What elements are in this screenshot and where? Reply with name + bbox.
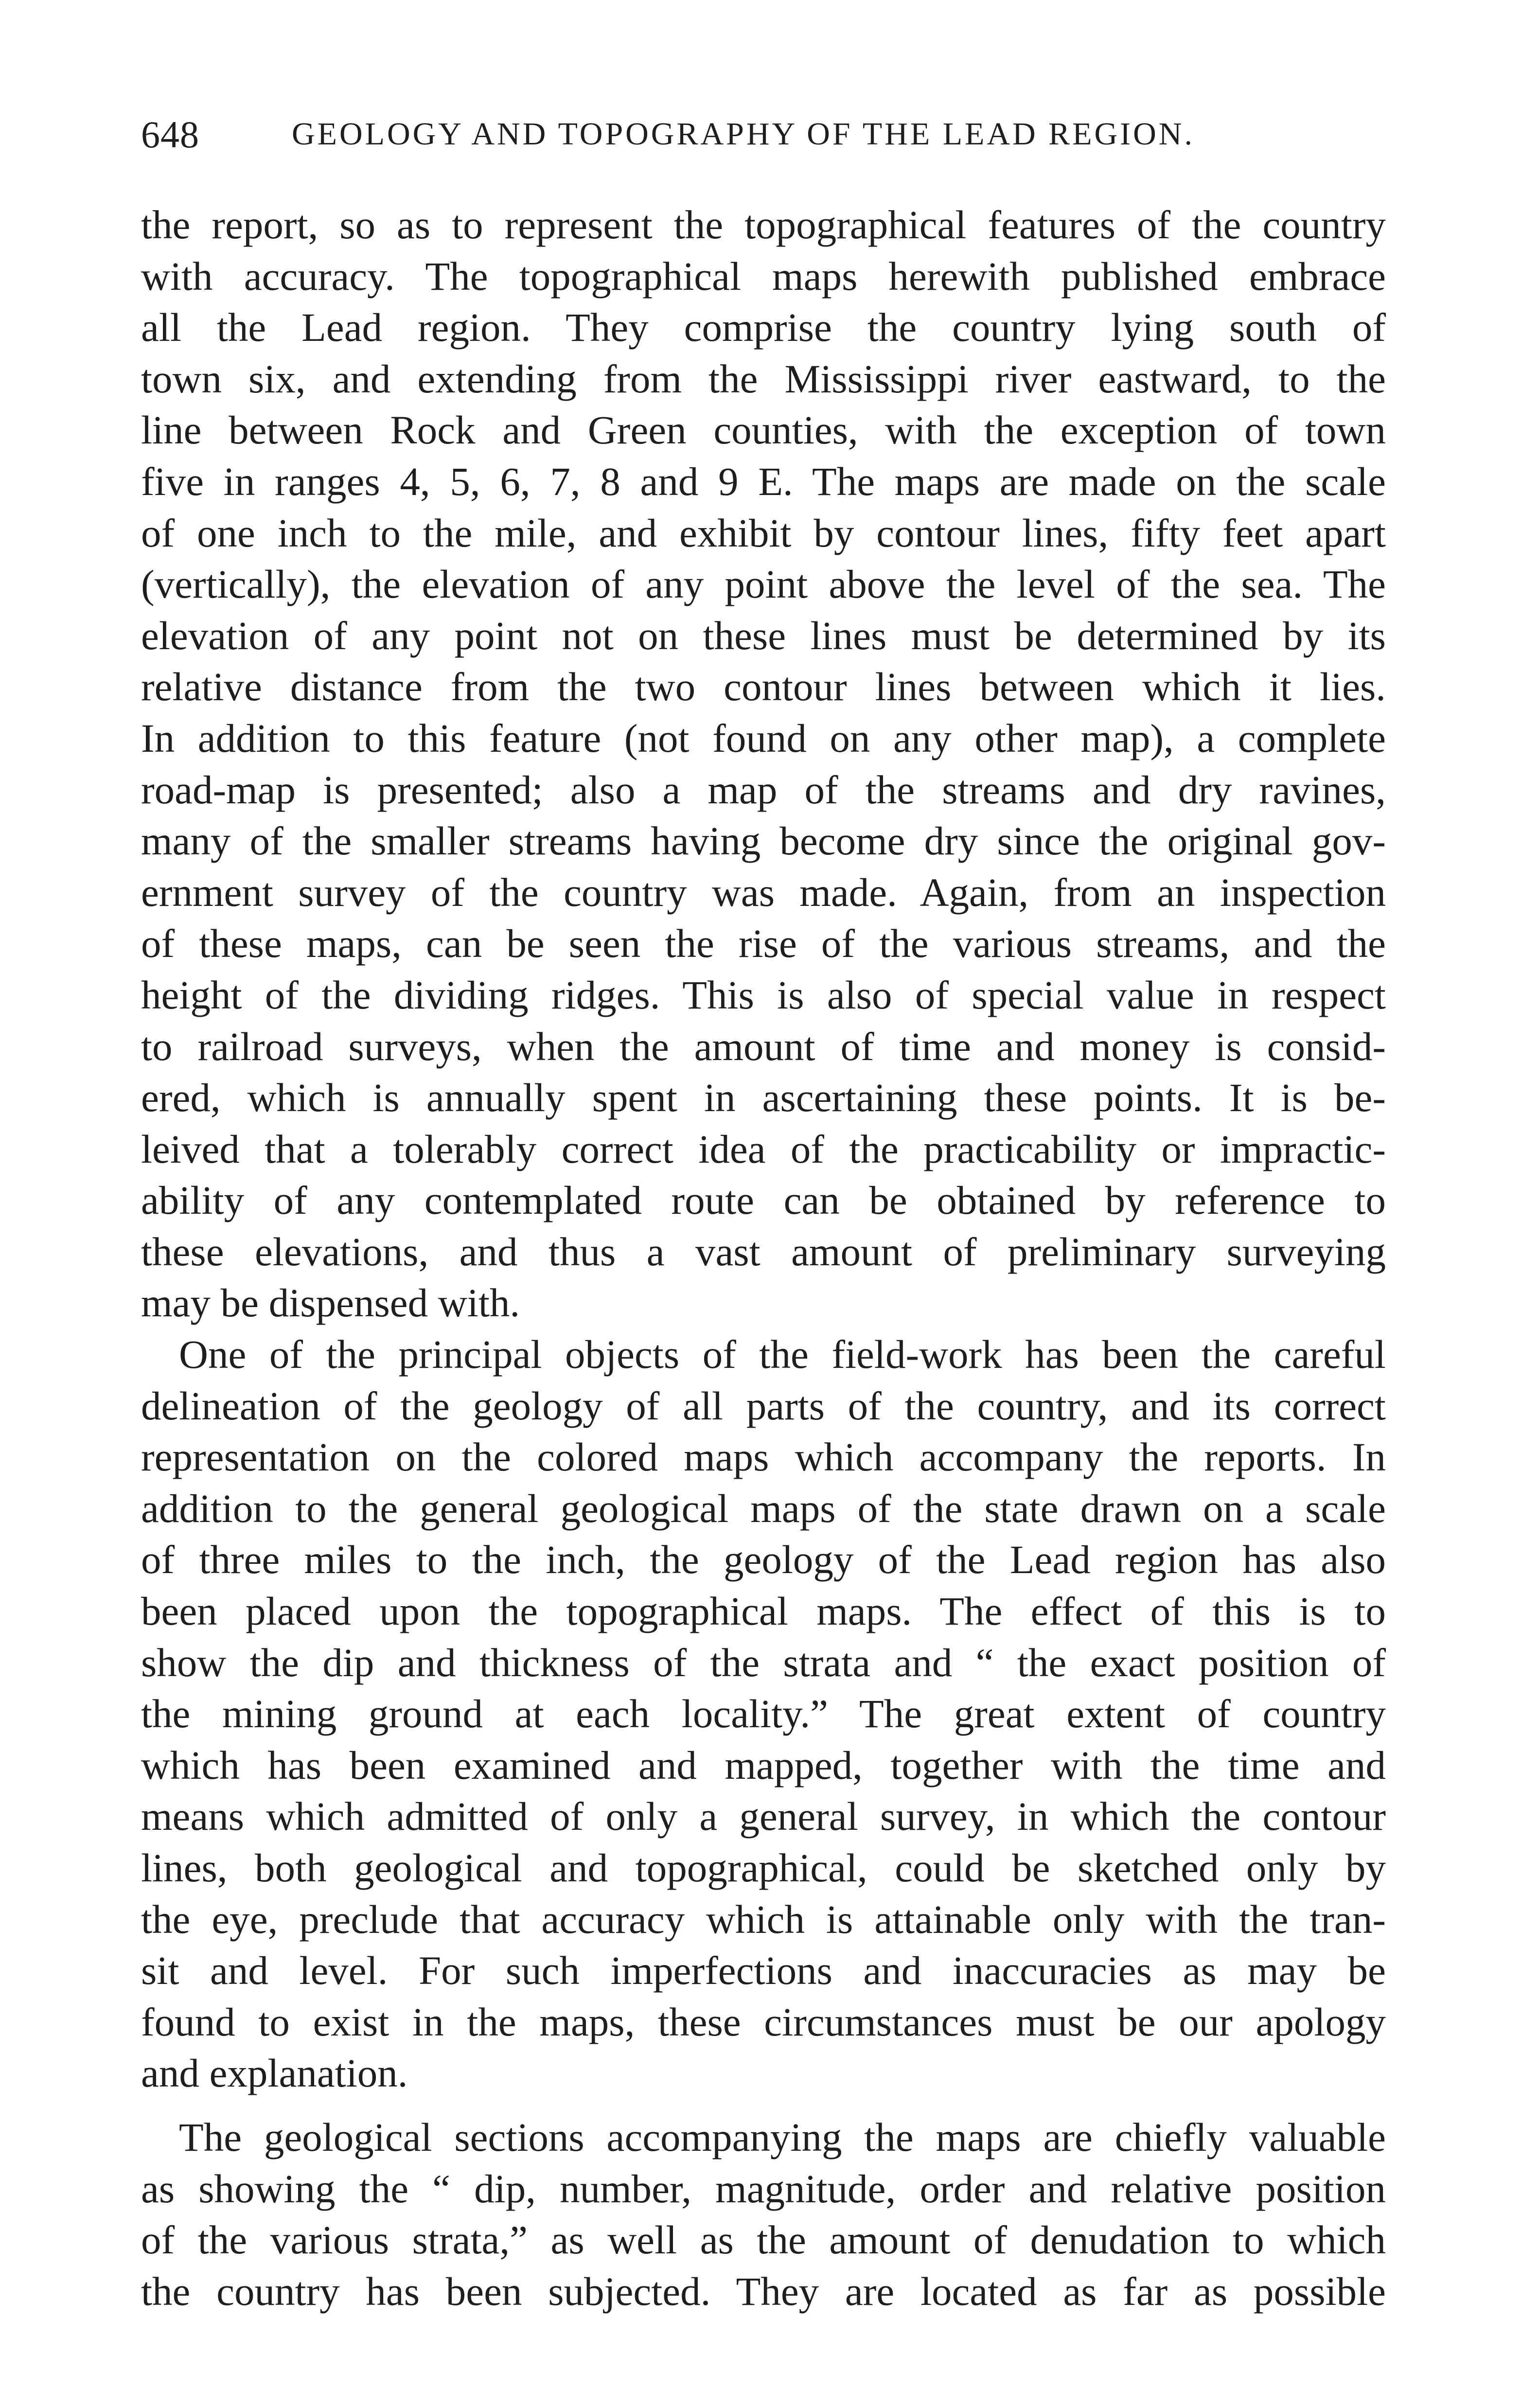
text-line: of these maps, can be seen the rise of the various streams, and the xyxy=(141,921,1386,966)
text-line: as showing the “ dip, number, magnitude, order and relative position xyxy=(141,2166,1386,2211)
text-line: the report, so as to represent the topographical features of the country xyxy=(141,202,1386,247)
text-line: been placed upon the topographical maps. The effect of this is to xyxy=(141,1589,1386,1634)
text-line: ernment survey of the country was made. Again, from an inspection xyxy=(141,869,1386,915)
text-line: found to exist in the maps, these circumstances must be our apology xyxy=(141,1999,1386,2044)
text-line: road-map is presented; also a map of the streams and dry ravines, xyxy=(141,767,1386,812)
text-line: all the Lead region. They comprise the country lying south of xyxy=(141,305,1386,350)
text-line: the mining ground at each locality.” The great extent of country xyxy=(141,1691,1386,1736)
text-line: relative distance from the two contour lines between which it lies. xyxy=(141,664,1386,709)
text-line: the eye, preclude that accuracy which is attainable only with the tran- xyxy=(141,1896,1386,1942)
running-head xyxy=(141,113,1386,161)
text-line: ability of any contemplated route can be obtained by reference to xyxy=(141,1178,1386,1223)
text-line: The geological sections accompanying the maps are chiefly valuable xyxy=(179,2114,1386,2160)
text-line: line between Rock and Green counties, with the exception of town xyxy=(141,407,1386,453)
text-line: In addition to this feature (not found on any other map), a complete xyxy=(141,715,1386,761)
text-line: show the dip and thickness of the strata and “ the exact position of xyxy=(141,1640,1386,1685)
paragraph-gap xyxy=(141,2099,1386,2112)
text-line: to railroad surveys, when the amount of time and money is consid- xyxy=(141,1024,1386,1069)
text-line: ered, which is annually spent in ascertaining these points. It is be- xyxy=(141,1075,1386,1120)
text-line: the country has been subjected. They are located as far as possible xyxy=(141,2268,1386,2314)
text-line: means which admitted of only a general survey, in which the contour xyxy=(141,1794,1386,1839)
paragraph-continuation xyxy=(141,199,1386,1329)
text-line: which has been examined and mapped, together with the time and xyxy=(141,1742,1386,1788)
text-line: delineation of the geology of all parts of the country, and its correct xyxy=(141,1383,1386,1428)
text-line: height of the dividing ridges. This is also of special value in respect xyxy=(141,972,1386,1017)
text-line: of the various strata,” as well as the amount of denudation to which xyxy=(141,2217,1386,2263)
body-text xyxy=(141,199,1386,2317)
text-line: (vertically), the elevation of any point above the level of the sea. The xyxy=(141,562,1386,607)
paragraph-geological-sections xyxy=(141,2112,1386,2317)
text-line: One of the principal objects of the field-work has been the careful xyxy=(179,1332,1386,1377)
text-line: these elevations, and thus a vast amount of preliminary surveying xyxy=(141,1229,1386,1274)
text-line: sit and level. For such imperfections and inaccuracies as may be xyxy=(141,1948,1386,1993)
text-line: many of the smaller streams having become dry since the original gov- xyxy=(141,818,1386,864)
text-line: may be dispensed with. xyxy=(141,1280,520,1326)
text-line: town six, and extending from the Mississippi river eastward, to the xyxy=(141,356,1386,401)
text-line: of three miles to the inch, the geology of the Lead region has also xyxy=(141,1537,1386,1582)
text-line: addition to the general geological maps of the state drawn on a scale xyxy=(141,1486,1386,1531)
text-line: of one inch to the mile, and exhibit by contour lines, fifty feet apart xyxy=(141,510,1386,555)
text-line: with accuracy. The topographical maps herewith published embrace xyxy=(141,253,1386,299)
page-number: 648 xyxy=(141,113,199,156)
text-line: leived that a tolerably correct idea of the practicability or impractic- xyxy=(141,1126,1386,1171)
text-line: representation on the colored maps which accompany the reports. In xyxy=(141,1434,1386,1480)
paragraph-field-work xyxy=(141,1329,1386,2099)
text-line: elevation of any point not on these lines must be determined by its xyxy=(141,613,1386,658)
text-line: lines, both geological and topographical, could be sketched only by xyxy=(141,1845,1386,1890)
text-line: and explanation. xyxy=(141,2051,408,2096)
running-title: GEOLOGY AND TOPOGRAPHY OF THE LEAD REGION. xyxy=(292,116,1195,152)
text-line: five in ranges 4, 5, 6, 7, 8 and 9 E. The maps are made on the scale xyxy=(141,459,1386,504)
